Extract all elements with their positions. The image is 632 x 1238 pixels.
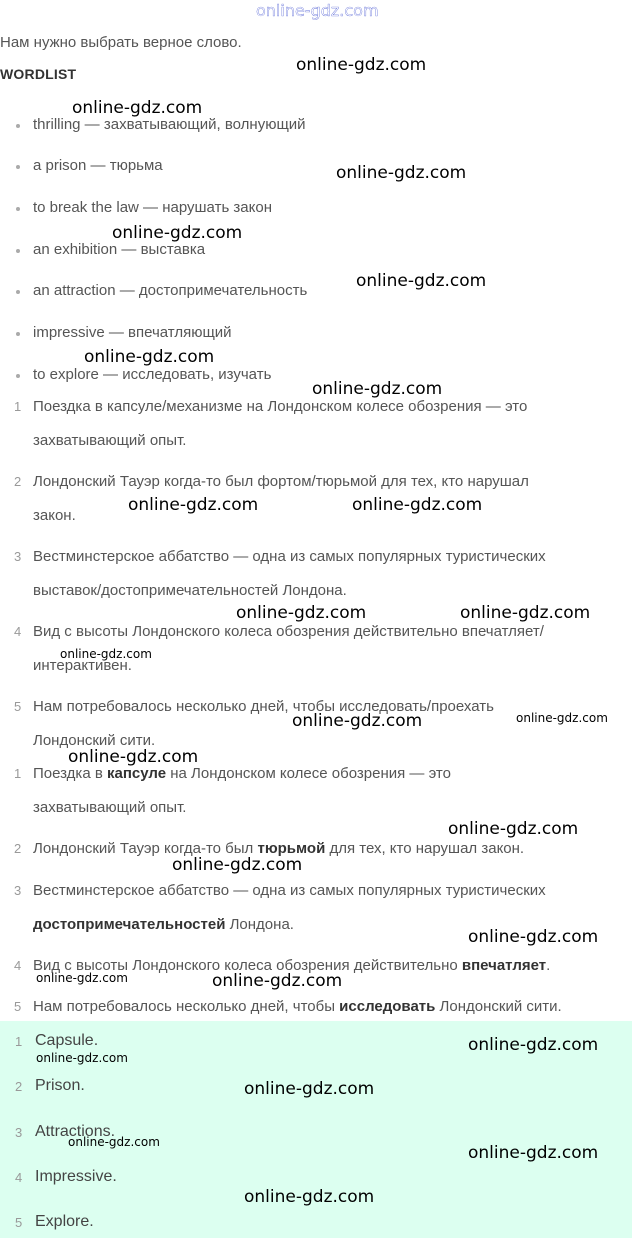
- intro-text: Нам нужно выбрать верное слово.: [0, 34, 242, 51]
- answer-text: Вид с высоты Лондонского колеса обозрения действительно: [33, 957, 462, 974]
- list-item-text: an attraction — достопримечательность: [33, 282, 308, 299]
- final-answer-word: Impressive.: [35, 1168, 117, 1185]
- watermark: online-gdz.com: [68, 1135, 160, 1149]
- bullet-dot: [16, 332, 20, 336]
- choice-line: закон.: [33, 507, 76, 524]
- final-answer-word: Capsule.: [35, 1032, 99, 1049]
- item-number: 4: [15, 1170, 23, 1185]
- bullet-dot: [16, 374, 20, 378]
- final-answer-word: Attractions.: [35, 1123, 116, 1140]
- answer-text: Лондонский Тауэр когда-то был: [33, 840, 258, 857]
- choice-line: выставок/достопримечательностей Лондона.: [33, 582, 347, 599]
- final-answer-word: Prison.: [35, 1077, 85, 1094]
- watermark: online-gdz.com: [468, 1143, 599, 1163]
- watermark: online-gdz.com: [36, 1051, 128, 1065]
- watermark: online-gdz.com: [352, 495, 483, 515]
- answer-word: достопримечательностей: [33, 916, 226, 933]
- watermark: online-gdz.com: [60, 647, 152, 661]
- watermark: online-gdz.com: [68, 747, 199, 767]
- item-number: 2: [14, 474, 22, 489]
- list-item-text: impressive — впечатляющий: [33, 324, 232, 341]
- list-item-text: a prison — тюрьма: [33, 157, 163, 174]
- watermark: online-gdz.com: [460, 603, 591, 623]
- item-number: 3: [14, 549, 22, 564]
- answer-word: исследовать: [339, 998, 436, 1015]
- answer-text: .: [546, 957, 551, 974]
- bullet-dot: [16, 290, 20, 294]
- item-number: 5: [14, 999, 22, 1014]
- choice-line: Лондонский Тауэр когда-то был фортом/тюрьмой для тех, кто нарушал: [33, 473, 529, 490]
- list-item-text: to explore — исследовать, изучать: [33, 366, 272, 383]
- watermark: online-gdz.com: [112, 223, 243, 243]
- final-answer-word: Explore.: [35, 1213, 94, 1230]
- answer-text: Нам потребовалось несколько дней, чтобы: [33, 998, 340, 1015]
- watermark: online-gdz.com: [212, 971, 343, 991]
- item-number: 4: [14, 624, 22, 639]
- item-number: 2: [14, 841, 22, 856]
- answer-word: тюрьмой: [257, 840, 326, 857]
- watermark: online-gdz.com: [172, 855, 303, 875]
- bullet-dot: [16, 124, 20, 128]
- wordlist-heading: WORDLIST: [0, 66, 77, 82]
- answer-text: Лондона.: [225, 916, 294, 933]
- answer-text: Лондонский сити.: [435, 998, 562, 1015]
- watermark: online-gdz.com: [468, 1035, 599, 1055]
- item-number: 5: [15, 1215, 23, 1230]
- item-number: 1: [14, 399, 22, 414]
- choice-line: Вестминстерское аббатство — одна из самых популярных туристических: [33, 548, 546, 565]
- choice-line: захватывающий опыт.: [33, 432, 187, 449]
- bullet-dot: [16, 207, 20, 211]
- watermark: online-gdz.com: [84, 347, 215, 367]
- choice-line: Поездка в капсуле/механизме на Лондонском колесе обозрения — это: [33, 398, 528, 415]
- answer-word: впечатляет: [461, 957, 547, 974]
- choice-line: Вид с высоты Лондонского колеса обозрения действительно впечатляет/: [33, 623, 544, 640]
- item-number: 3: [15, 1125, 23, 1140]
- watermark: online-gdz.com: [244, 1187, 375, 1207]
- watermark-top: online-gdz.com: [256, 1, 379, 20]
- watermark: online-gdz.com: [128, 495, 259, 515]
- watermark: online-gdz.com: [336, 163, 467, 183]
- item-number: 3: [14, 883, 22, 898]
- answer-line: захватывающий опыт.: [33, 799, 187, 816]
- answer-text: Поездка в: [33, 765, 107, 782]
- item-number: 4: [14, 958, 22, 973]
- choice-line: Лондонский сити.: [33, 732, 156, 749]
- list-item-text: thrilling — захватывающий, волнующий: [33, 116, 306, 133]
- watermark: online-gdz.com: [244, 1079, 375, 1099]
- list-item-text: an exhibition — выставка: [33, 241, 206, 258]
- answer-text: на Лондонском колесе обозрения — это: [166, 765, 451, 782]
- watermark: online-gdz.com: [312, 379, 443, 399]
- watermark: online-gdz.com: [36, 971, 128, 985]
- watermark: online-gdz.com: [296, 55, 427, 75]
- bullet-dot: [16, 249, 20, 253]
- choice-line: интерактивен.: [33, 657, 132, 674]
- item-number: 2: [15, 1079, 23, 1094]
- watermark: online-gdz.com: [236, 603, 367, 623]
- watermark: online-gdz.com: [468, 927, 599, 947]
- watermark: online-gdz.com: [356, 271, 487, 291]
- list-item-text: to break the law — нарушать закон: [33, 199, 273, 216]
- answer-text: для тех, кто нарушал закон.: [325, 840, 525, 857]
- item-number: 1: [14, 766, 22, 781]
- watermark: online-gdz.com: [448, 819, 579, 839]
- watermark: online-gdz.com: [72, 98, 203, 118]
- watermark: online-gdz.com: [516, 711, 608, 725]
- item-number: 5: [14, 699, 22, 714]
- answer-text: Вестминстерское аббатство — одна из самых популярных туристических: [33, 882, 546, 899]
- bullet-dot: [16, 165, 20, 169]
- item-number: 1: [15, 1034, 23, 1049]
- answer-word: капсуле: [106, 765, 167, 782]
- choice-line: Нам потребовалось несколько дней, чтобы исследовать/проехать: [33, 698, 494, 715]
- watermark: online-gdz.com: [292, 711, 423, 731]
